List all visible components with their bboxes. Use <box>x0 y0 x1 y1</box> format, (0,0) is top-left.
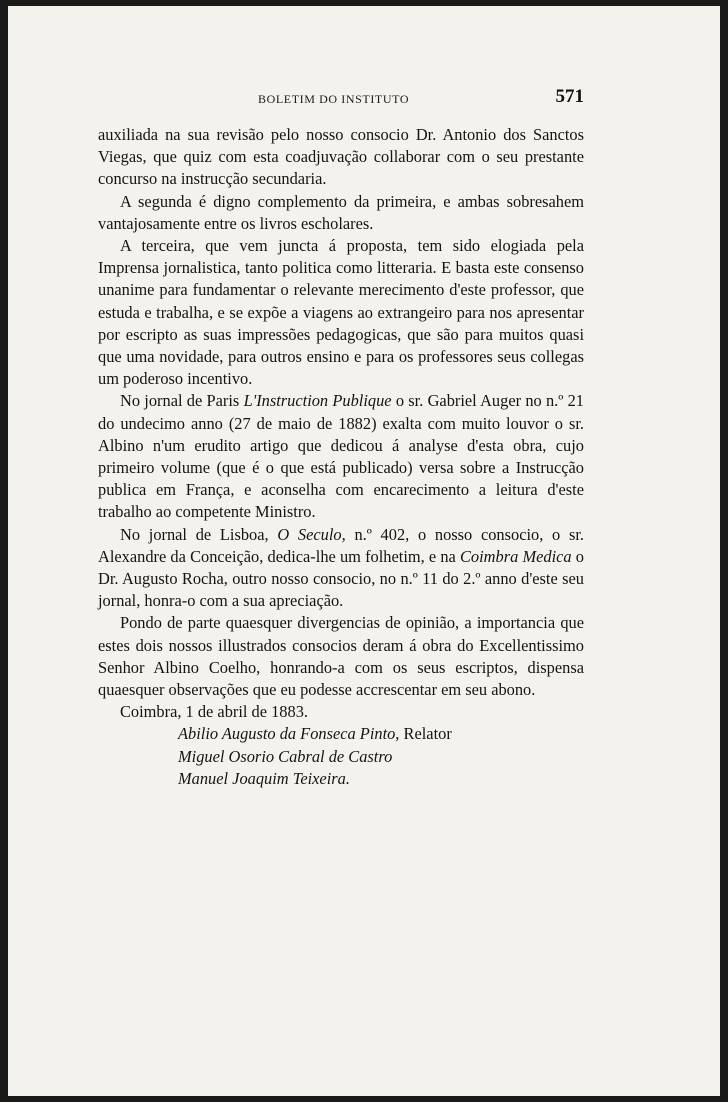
paragraph-5 <box>98 524 584 613</box>
paragraph-4-pre: No jornal de Paris <box>120 391 244 411</box>
paragraph-1: auxiliada na sua revisão pelo nosso consocio Dr. Antonio dos Sanctos Viegas, que quiz com esta coadjuvação collaborar com o seu prestante concurso na instrucção secundaria. <box>98 125 584 189</box>
paragraph-5-mid: n.º 402, o nosso consocio, o sr. Alexandre da Conceição, dedica-lhe um folhetim, e na <box>98 524 584 566</box>
signature-1 <box>98 723 584 745</box>
paragraph-5-post: o Dr. Augusto Rocha, outro nosso consocio, no n.º 11 do 2.º anno d'este seu jornal, honra-o com a sua apreciação. <box>98 546 584 611</box>
signature-2-name: Miguel Osorio Cabral de Castro <box>178 746 393 766</box>
signature-3 <box>98 768 584 790</box>
journal-title-instruction-publique: L'Instruction Publique <box>243 391 392 411</box>
paragraph-3: A terceira, que vem juncta á proposta, tem sido elogiada pela Imprensa jornalistica, tanto politica como litteraria. E basta este consenso unanime para fundamentar o relevante merecimento d'este professor, que estuda e trabalha, e se expõe a viagens ao extrangeiro para nos apresentar por escripto as suas impressões pedagogicas, que são para muitos quasi que uma novidade, para outros ensino e para os professores seus collegas um poderoso incentivo. <box>98 236 584 389</box>
signature-3-name: Manuel Joaquim Teixeira. <box>178 768 350 788</box>
journal-title-o-seculo: O Seculo, <box>277 524 346 544</box>
running-head-title: BOLETIM DO INSTITUTO <box>258 92 410 106</box>
paragraph-4 <box>98 390 584 523</box>
paragraph-6: Pondo de parte quaesquer divergencias de opinião, a importancia que estes dois nossos illustrados consocios deram á obra do Excellentissimo Senhor Albino Coelho, honrando-a com os seus escriptos, dispensa quaesquer observações que eu podesse accrescentar em seu abono. <box>98 613 584 700</box>
paragraph-2: A segunda é digno complemento da primeira, e ambas sobresahem vantajosamente entre os livros escholares. <box>98 191 584 233</box>
paragraph-5-pre: No jornal de Lisboa, <box>120 524 278 544</box>
body-text <box>98 124 584 790</box>
running-head <box>98 86 584 116</box>
signature-1-name: Abilio Augusto da Fonseca Pinto, <box>178 724 400 744</box>
paragraph-4-post: o sr. Gabriel Auger no n.º 21 do undecimo anno (27 de maio de 1882) exalta com muito louvor o sr. Albino n'um erudito artigo que dedicou á analyse d'esta obra, cujo primeiro volume (que é o que está publicado) versa sobre a Instrucção publica em França, e aconselha com encarecimento a leitura d'este trabalho ao competente Ministro. <box>98 391 585 522</box>
journal-title-coimbra-medica: Coimbra Medica <box>460 546 572 566</box>
dateline: Coimbra, 1 de abril de 1883. <box>120 702 308 722</box>
signature-1-role: Relator <box>403 724 452 744</box>
signature-2 <box>98 746 584 768</box>
page-number: 571 <box>555 86 584 107</box>
